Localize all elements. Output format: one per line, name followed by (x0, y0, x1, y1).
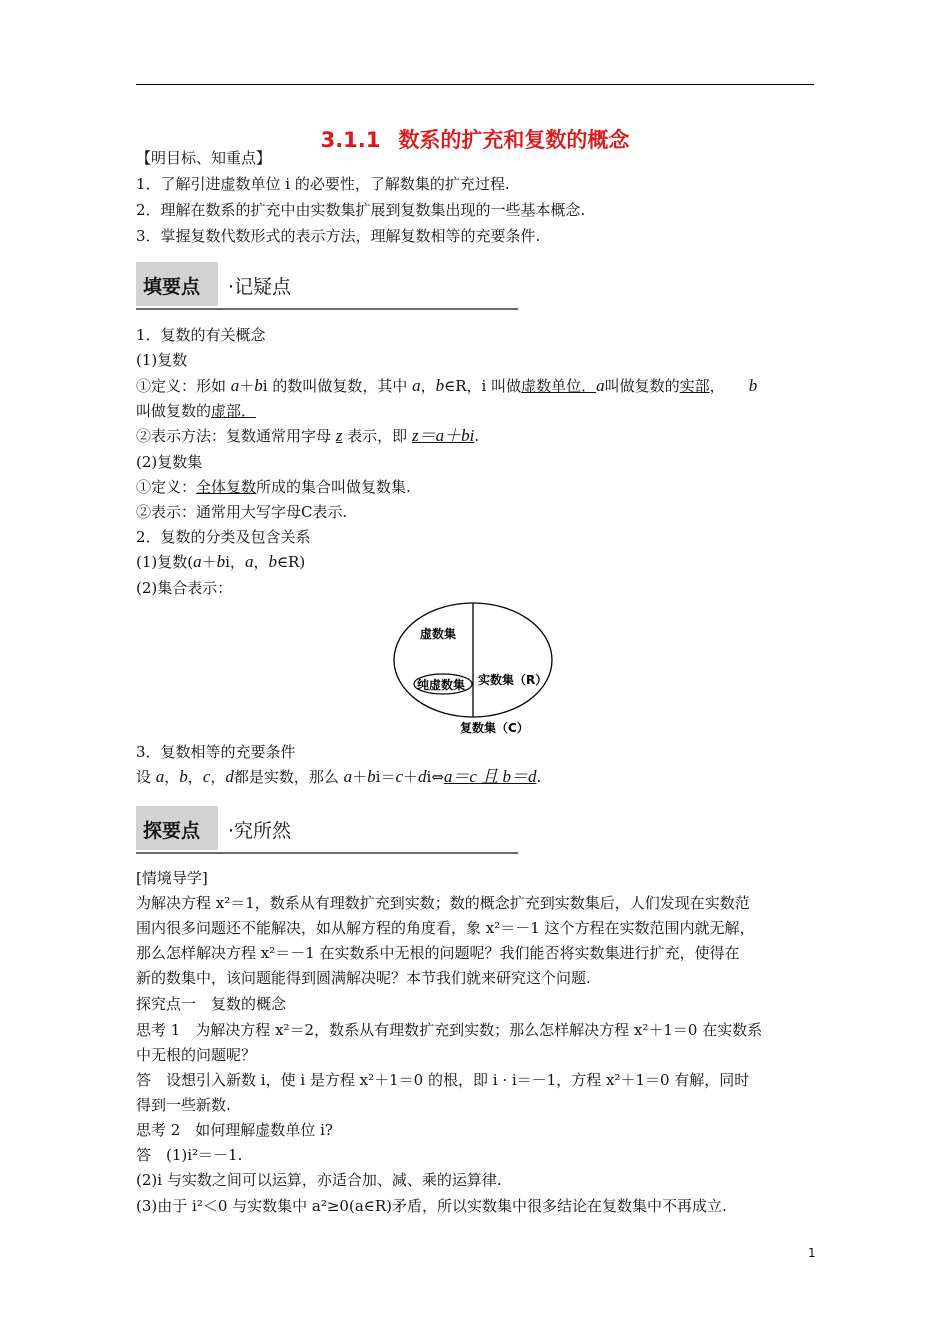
paragraph: 2．复数的分类及包含关系 (136, 528, 311, 546)
notation-line: ②表示方法：复数通常用字母 z 表示，即 z＝a＋bi. (136, 426, 480, 445)
paragraph: 围内很多问题还不能解决，如从解方程的角度看，象 x²＝－1 这个方程在实数范围内就无解， (136, 919, 755, 937)
objectives-heading: 【明目标、知重点】 (136, 149, 272, 167)
imaginary-set-label: 虚数集 (420, 627, 457, 641)
paragraph: 得到一些新数. (136, 1096, 231, 1114)
objective-item: 3．掌握复数代数形式的表示方法，理解复数相等的充要条件. (136, 227, 541, 245)
pure-imaginary-label: 纯虚数集 (417, 678, 466, 692)
paragraph: 1．复数的有关概念 (136, 326, 266, 344)
equality-line: 设 a，b，c，d都是实数，那么 a＋bi＝c＋di⇔a＝c 且 b＝d. (136, 767, 542, 786)
section-banner-fill (136, 262, 518, 310)
paragraph: 中无根的问题呢？ (136, 1046, 257, 1064)
definition-line: ①定义：形如 a＋bi 的数叫做复数，其中 a，b∈R，i 叫做虚数单位．a叫做复数的实部， b (136, 376, 758, 395)
set-diagram (388, 600, 558, 738)
paragraph: 3．复数相等的充要条件 (136, 743, 296, 761)
definition-line: ①定义：全体复数所成的集合叫做复数集. (136, 478, 411, 496)
paragraph: 新的数集中，该问题能得到圆满解决呢？本节我们就来研究这个问题. (136, 969, 591, 987)
section-banner-explore (136, 806, 518, 854)
paragraph: ②表示：通常用大写字母C表示. (136, 503, 348, 521)
page-number: 1 (808, 1246, 816, 1260)
paragraph: 那么怎样解决方程 x²＝－1 在实数系中无根的问题呢？我们能否将实数集进行扩充，使得在 (136, 944, 740, 962)
objective-item: 2．理解在数系的扩充中由实数集扩展到复数集出现的一些基本概念. (136, 201, 586, 219)
paragraph: (2)集合表示： (136, 579, 233, 597)
paragraph: [情境导学] (136, 869, 208, 887)
paragraph: 答 设想引入新数 i，使 i 是方程 x²＋1＝0 的根，即 i · i＝－1，方程 x²＋1＝0 有解，同时 (136, 1071, 750, 1089)
paragraph: 思考 1 为解决方程 x²＝2，数系从有理数扩充到实数；那么怎样解决方程 x²＋1＝0 在实数系 (136, 1021, 763, 1039)
complex-set-label: 复数集（C） (460, 721, 529, 735)
paragraph: 答 (1)i²＝－1. (136, 1146, 243, 1164)
banner-subtitle: ·记疑点 (228, 276, 292, 298)
paragraph: (2)复数集 (136, 453, 203, 471)
real-set-label: 实数集（R） (478, 673, 548, 687)
paragraph: (2)i 与实数之间可以运算，亦适合加、减、乘的运算律. (136, 1171, 502, 1189)
header-rule (136, 84, 814, 85)
paragraph: 探究点一 复数的概念 (136, 995, 287, 1013)
definition-line: 叫做复数的虚部． (136, 402, 257, 420)
banner-subtitle: ·究所然 (228, 820, 292, 842)
banner-box-label: 填要点 (143, 276, 201, 298)
objective-item: 1．了解引进虚数单位 i 的必要性，了解数集的扩充过程. (136, 175, 510, 193)
paragraph: 为解决方程 x²＝1，数系从有理数扩充到实数；数的概念扩充到实数集后，人们发现在实数范 (136, 894, 750, 912)
title-text: 数系的扩充和复数的概念 (398, 128, 630, 152)
paragraph: 思考 2 如何理解虚数单位 i? (136, 1121, 333, 1139)
classification-line: (1)复数(a＋bi，a，b∈R) (136, 552, 306, 571)
banner-box-label: 探要点 (143, 820, 201, 842)
paragraph: (3)由于 i²＜0 与实数集中 a²≥0(a∈R)矛盾，所以实数集中很多结论在复数集中不再成立. (136, 1197, 727, 1215)
title-number: 3.1.1 (320, 128, 381, 152)
paragraph: (1)复数 (136, 351, 188, 369)
